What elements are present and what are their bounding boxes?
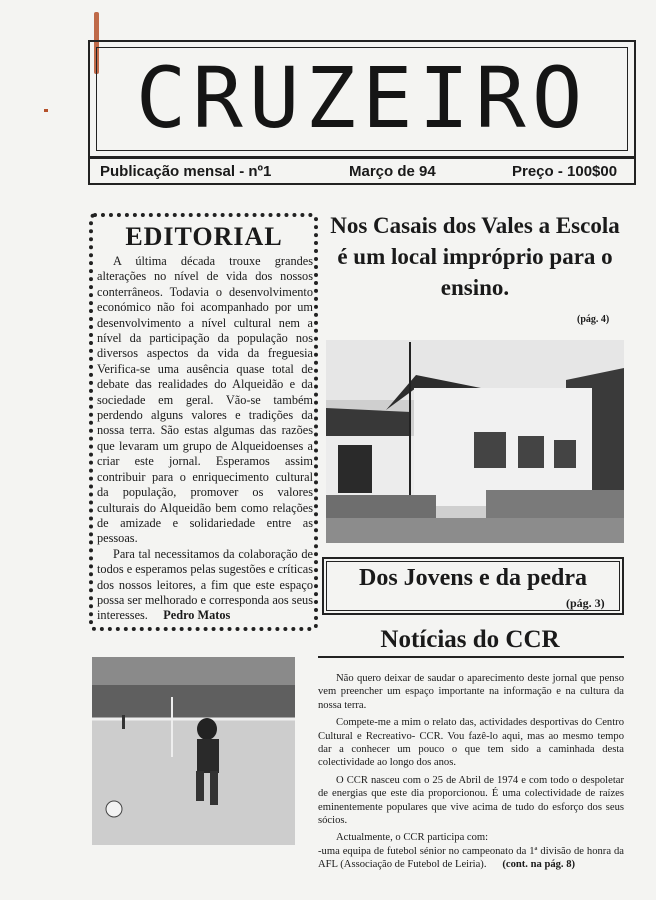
editorial-heading: EDITORIAL — [125, 222, 283, 251]
ccr-paragraph: Actualmente, o CCR participa com: — [336, 832, 489, 844]
ccr-paragraph: Não quero deixar de saudar o aparecimento deste jornal que penso vem preencher um espaço importante na informação e na cultura da nossa terra. — [318, 673, 624, 711]
jovens-page-ref: (pág. 3) — [566, 596, 605, 610]
issue-date: Março de 94 — [349, 163, 436, 180]
jovens-headline: Dos Jovens e da pedra — [358, 565, 587, 591]
editorial-paragraph-closing — [97, 547, 313, 624]
school-photo-image — [326, 340, 624, 543]
football-photo — [92, 657, 295, 845]
newspaper-title: CRUZEIRO — [135, 49, 589, 147]
binding-mark-dot — [44, 109, 48, 112]
info-bar — [88, 157, 636, 185]
ccr-news-divider — [318, 656, 624, 658]
school-photo — [326, 340, 624, 543]
ccr-continued-ref: (cont. na pág. 8) — [502, 859, 576, 871]
editorial-author: Pedro Matos — [163, 608, 231, 623]
editorial-paragraph: A última década trouxe grandes alterações no nível de vida dos nossos conterrâneos. Todavia o desenvolvimento económico não foi acompanhado por um desenvolvimento a nível cultural nem a nível da participação da população nos diversos aspectos da vida da freguesia Verifica-se uma ausência quase total de debate das realidades do Alqueidão e da sociedade em geral. Vão-se também perdendo alguns valores e tradições da nossa terra. São estas algumas das razões que levaram um grupo de Alqueidoenses a criar este jornal. Esperamos assim contribuir para o enriquecimento cultural da população, promover os valores culturais do Alqueidão bem como relações de amizade e solidariedade entre as pessoas. — [97, 254, 313, 546]
ccr-news-heading: Notícias do CCR — [380, 626, 560, 653]
lead-headline: Nos Casais dos Vales a Escola é um local impróprio para o ensino. — [330, 213, 620, 300]
editorial-body — [97, 254, 313, 624]
ccr-news-body — [318, 672, 624, 872]
issue-price: Preço - 100$00 — [512, 163, 618, 180]
ccr-last-text: -uma equipa de futebol sénior no campeonato da 1ª divisão de honra da AFL (Associação de Futebol de Leiria). — [318, 845, 624, 871]
ccr-paragraph: O CCR nasceu com o 25 de Abril de 1974 e com todo o despoletar de energias que este dia proporcionou. É uma colectividade de raízes eminentemente populares que vive acima de tudo do esforço dos seus sócios. — [318, 774, 624, 827]
football-photo-image — [92, 657, 295, 845]
publication-info: Publicação mensal - nº1 — [100, 163, 272, 180]
headline-page-ref: (pág. 4) — [577, 314, 610, 325]
ccr-paragraph: Compete-me a mim o relato das, actividades desportivas do Centro Cultural e Recreativo- CCR. Vou fazê-lo aqui, mas ao mesmo tempo dar a conhecer um pouco o que tem sido a caminhada desta colectividade ao longo dos anos. — [318, 717, 624, 769]
ccr-paragraph-last — [318, 845, 624, 872]
editorial-closing-text: Para tal necessitamos da colaboração de todos e esperamos pelas sugestões e críticas dos nossos leitores, a fim que este espaço possa ser melhorado e corresponda aos seus interesses. — [97, 546, 313, 623]
